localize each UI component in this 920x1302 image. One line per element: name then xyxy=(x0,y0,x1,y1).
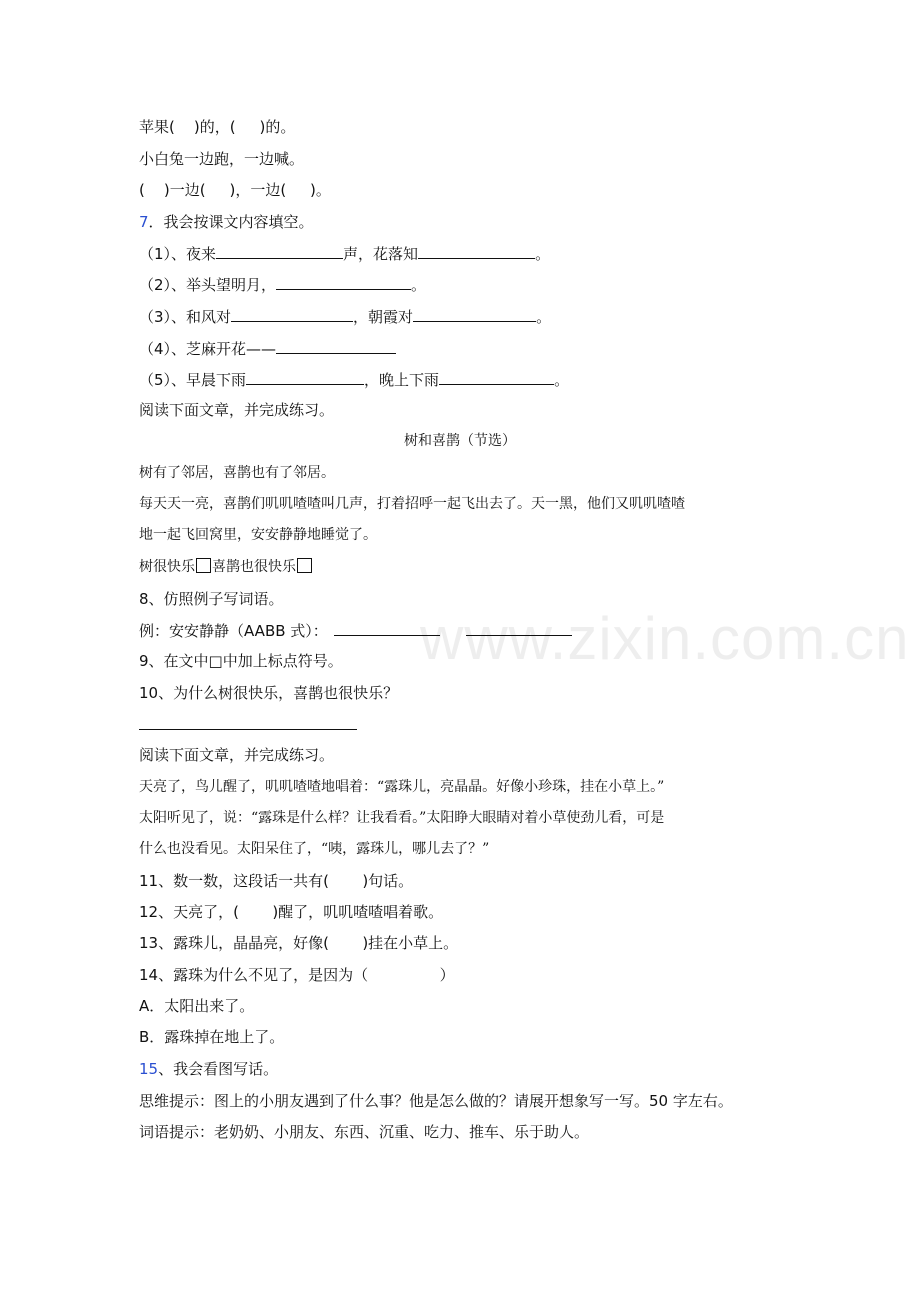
question-number: 15 xyxy=(139,1060,159,1078)
passage-line: 每天天一亮，喜鹊们叽叽喳喳叫几声，打着招呼一起飞出去了。天一黑，他们又叽叽喳喳 xyxy=(139,496,685,512)
text-line: ( )一边( )，一边( )。 xyxy=(139,181,331,199)
fill-item-1 xyxy=(139,243,550,264)
blank-line[interactable] xyxy=(231,306,353,322)
passage-line: 天亮了，鸟儿醒了，叽叽喳喳地唱着：“露珠儿，亮晶晶。好像小珍珠，挂在小草上。” xyxy=(139,779,665,795)
question-12: 12、天亮了，( )醒了，叽叽喳喳唱着歌。 xyxy=(139,903,444,921)
blank-line[interactable] xyxy=(466,620,572,636)
question-10: 10、为什么树很快乐，喜鹊也很快乐？ xyxy=(139,684,399,702)
option-a[interactable]: A．太阳出来了。 xyxy=(139,997,255,1015)
blank-line[interactable] xyxy=(276,274,411,290)
question-8: 8、仿照例子写词语。 xyxy=(139,590,284,608)
fill-text: （2）、举头望明月， xyxy=(139,276,277,294)
fill-text: 。 xyxy=(536,308,552,326)
text-line: 小白兔一边跑，一边喊。 xyxy=(139,150,305,168)
fill-text: ，朝霞对 xyxy=(353,308,414,326)
reading-instruction: 阅读下面文章，并完成练习。 xyxy=(139,401,335,419)
fill-text: （1）、夜来 xyxy=(139,245,217,263)
fill-text: （4）、芝麻开花—— xyxy=(139,340,277,358)
fill-text: ，晚上下雨 xyxy=(364,371,440,389)
passage-line xyxy=(139,557,313,577)
question-text: 、我会看图写话。 xyxy=(158,1060,279,1078)
answer-line xyxy=(139,714,357,735)
reading-instruction: 阅读下面文章，并完成练习。 xyxy=(139,746,335,764)
fill-text: 声，花落知 xyxy=(343,245,419,263)
fill-text: （5）、早晨下雨 xyxy=(139,371,247,389)
blank-line[interactable] xyxy=(418,243,535,259)
passage-title: 树和喜鹊（节选） xyxy=(404,433,516,449)
passage-line: 树有了邻居，喜鹊也有了邻居。 xyxy=(139,465,335,481)
word-hint: 词语提示：老奶奶、小朋友、东西、沉重、吃力、推车、乐于助人。 xyxy=(139,1123,590,1141)
passage-text: 喜鹊也很快乐 xyxy=(212,559,296,575)
question-11: 11、数一数，这段话一共有( )句话。 xyxy=(139,872,414,890)
question-9: 9、在文中□中加上标点符号。 xyxy=(139,652,343,670)
thinking-hint: 思维提示：图上的小朋友遇到了什么事？他是怎么做的？请展开想象写一写。50 字左右。 xyxy=(139,1092,733,1110)
passage-line: 什么也没看见。太阳呆住了，“咦，露珠儿，哪儿去了？” xyxy=(139,841,490,857)
blank-line[interactable] xyxy=(334,620,440,636)
watermark: www.zixin.com.cn xyxy=(420,605,910,672)
question-7 xyxy=(139,212,314,232)
passage-text: 树很快乐 xyxy=(139,559,195,575)
blank-line[interactable] xyxy=(139,714,357,730)
text-line: 苹果( )的，( )的。 xyxy=(139,118,296,136)
question-14: 14、露珠为什么不见了，是因为（ ） xyxy=(139,966,455,984)
question-number: 7 xyxy=(139,213,149,231)
blank-line[interactable] xyxy=(413,306,536,322)
passage-line: 地一起飞回窝里，安安静静地睡觉了。 xyxy=(139,527,377,543)
passage-line: 太阳听见了，说：“露珠是什么样？让我看看。”太阳睁大眼睛对着小草使劲儿看，可是 xyxy=(139,810,665,826)
punctuation-box[interactable] xyxy=(297,558,312,573)
question-8-example xyxy=(139,620,572,641)
fill-text: （3）、和风对 xyxy=(139,308,232,326)
blank-line[interactable] xyxy=(246,369,364,385)
question-13: 13、露珠儿，晶晶亮，好像( )挂在小草上。 xyxy=(139,934,459,952)
blank-line[interactable] xyxy=(439,369,554,385)
blank-line[interactable] xyxy=(276,338,396,354)
fill-text: 。 xyxy=(411,276,427,294)
fill-item-5 xyxy=(139,369,569,390)
fill-text: 。 xyxy=(535,245,551,263)
blank-line[interactable] xyxy=(216,243,343,259)
fill-item-2 xyxy=(139,274,426,295)
question-15 xyxy=(139,1059,278,1079)
fill-item-3 xyxy=(139,306,551,327)
fill-text: 。 xyxy=(554,371,570,389)
fill-item-4 xyxy=(139,338,396,359)
question-text: ．我会按课文内容填空。 xyxy=(148,213,314,231)
option-b[interactable]: B．露珠掉在地上了。 xyxy=(139,1028,285,1046)
punctuation-box[interactable] xyxy=(196,558,211,573)
example-text: 例：安安静静（AABB 式）： xyxy=(139,622,328,640)
